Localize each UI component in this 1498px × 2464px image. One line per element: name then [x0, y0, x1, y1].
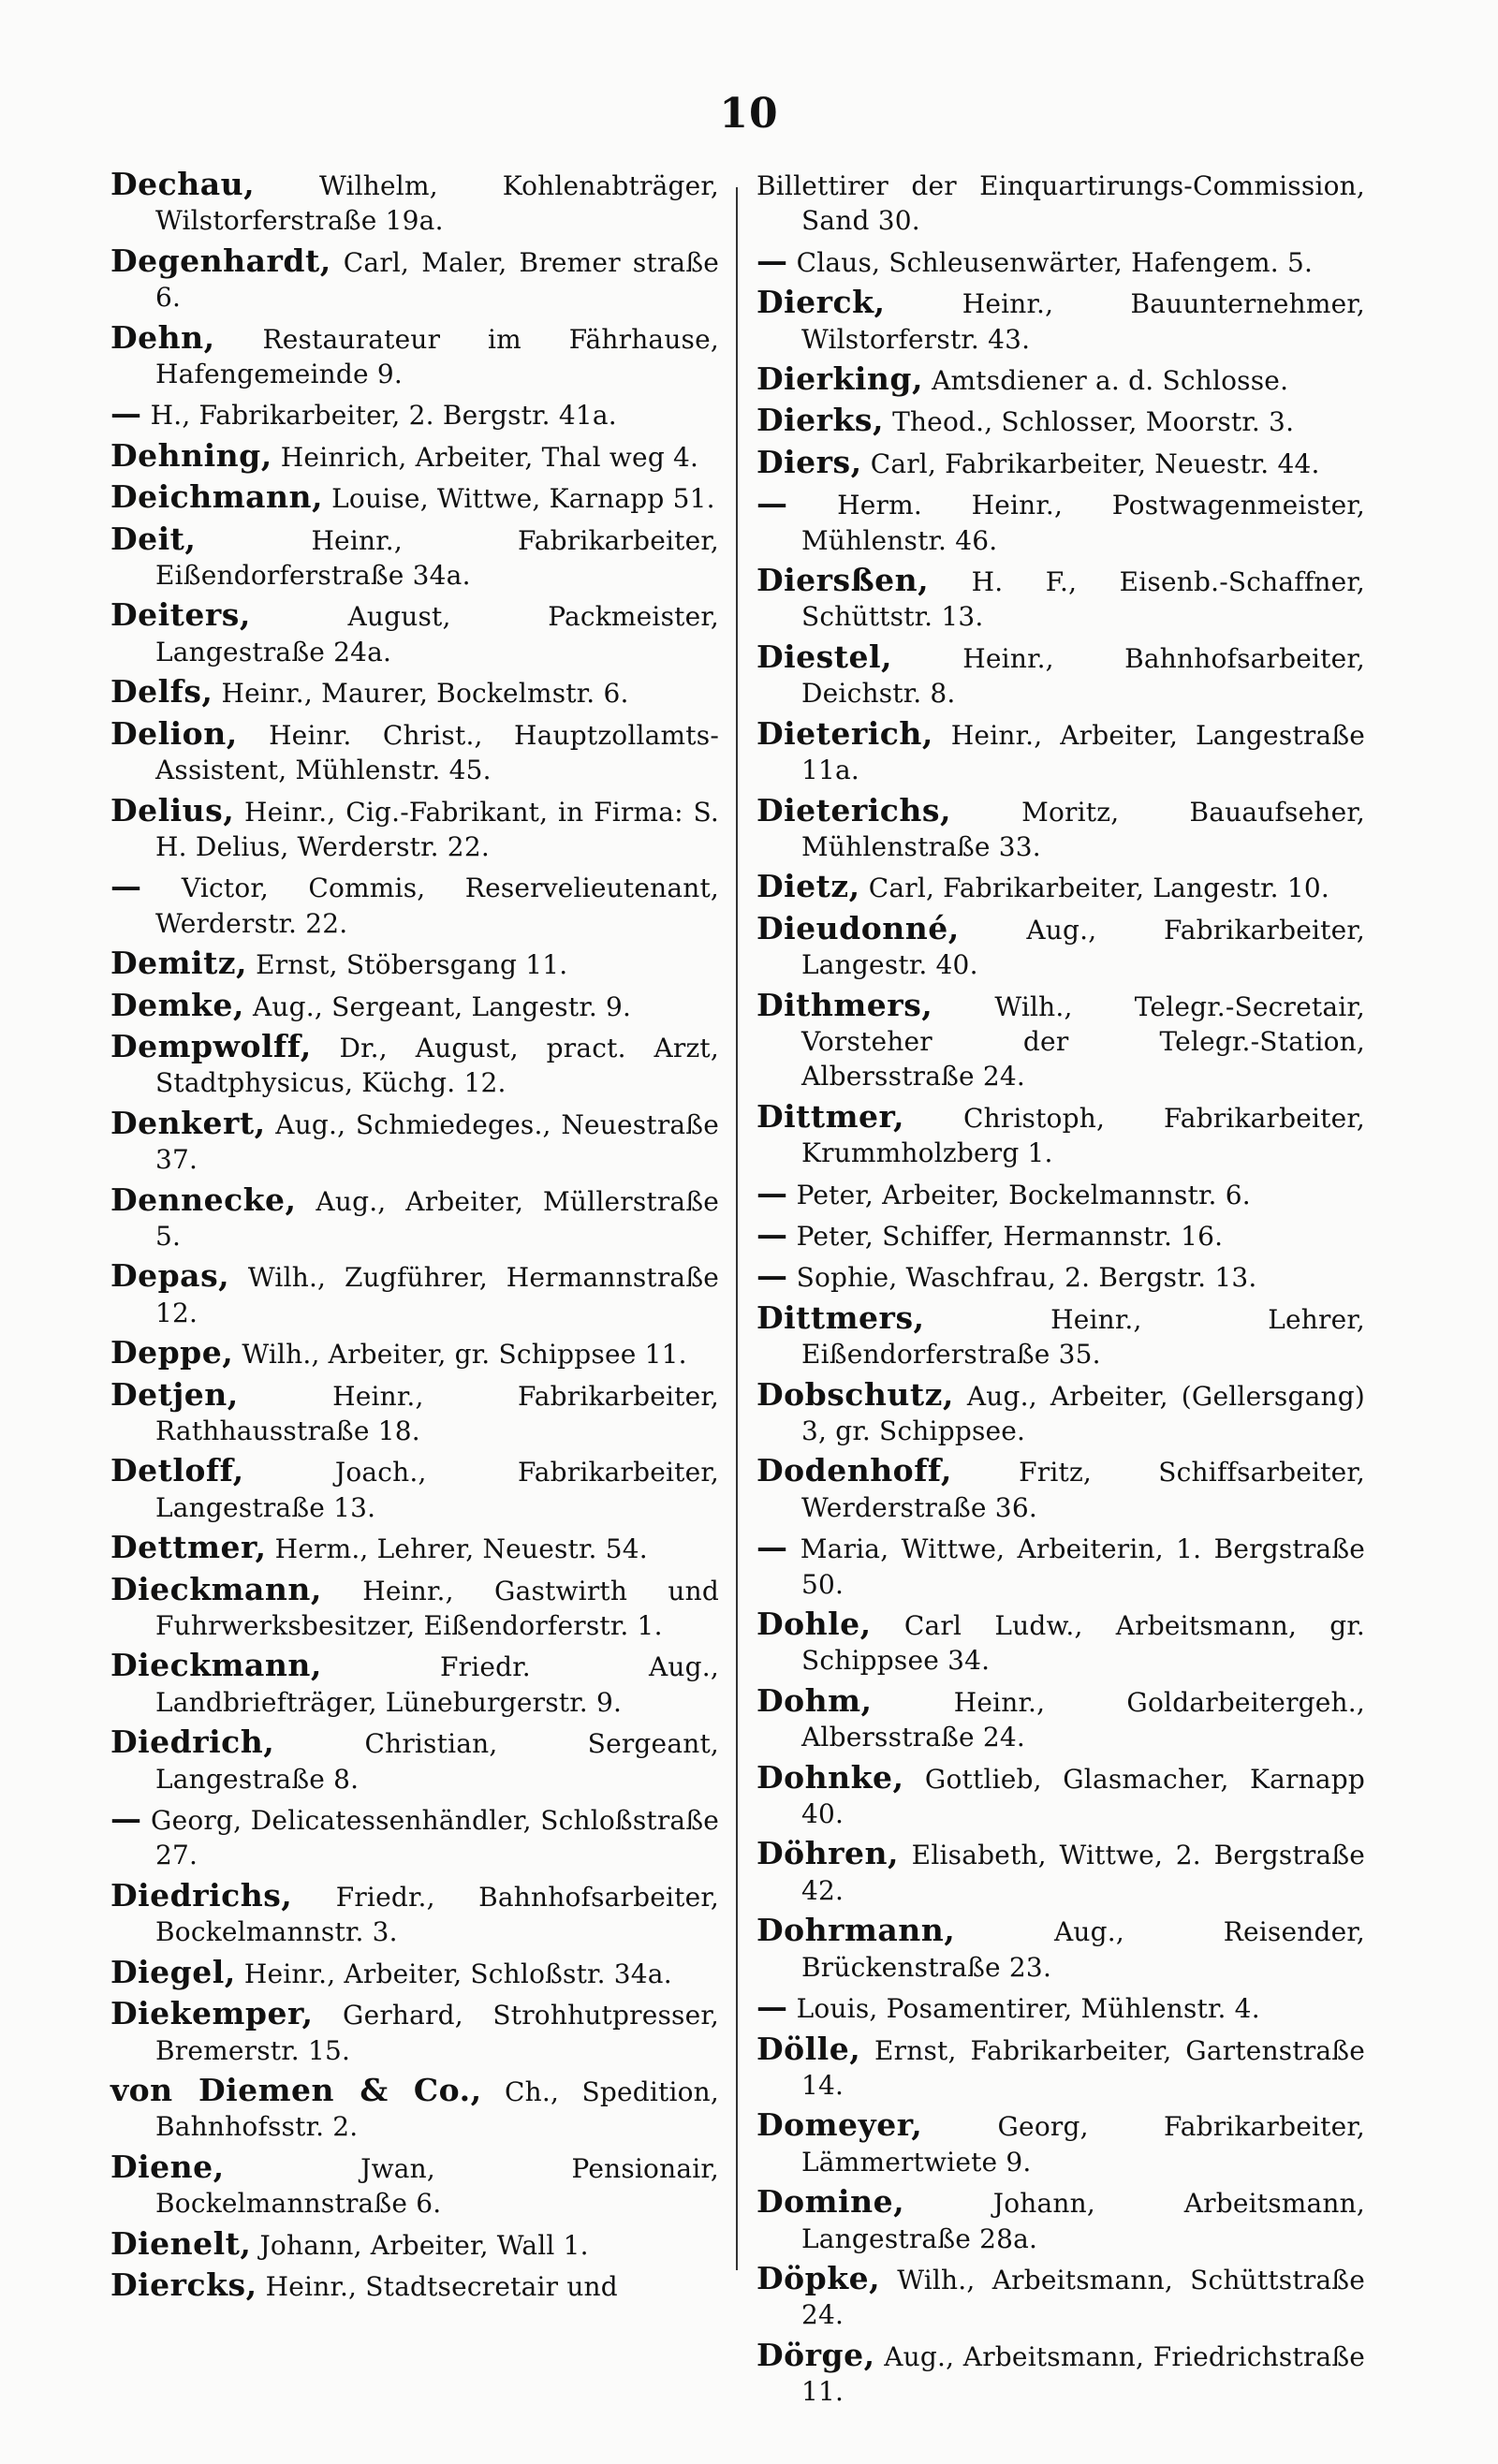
entry-name: Depas,: [110, 1257, 230, 1295]
entry-details: Restaurateur im Fährhause, Hafengemeinde 9.: [155, 323, 719, 390]
directory-entry: [110, 2149, 719, 2222]
directory-entry: [110, 438, 719, 475]
entry-details: Heinr., Arbeiter, Schloßstr. 34a.: [235, 1958, 672, 1989]
directory-entry: [756, 1530, 1365, 1602]
entry-name: Deichmann,: [110, 478, 324, 516]
left-column: [110, 167, 719, 2309]
entry-details: Heinr., Goldarbeitergeh., Albersstraße 24.: [801, 1686, 1365, 1753]
entry-details: Sophie, Waschfrau, 2. Bergstr. 13.: [787, 1262, 1257, 1294]
directory-entry: [110, 167, 719, 239]
entry-name: Dobschutz,: [756, 1375, 954, 1413]
directory-entry: [110, 1377, 719, 1449]
directory-entry: [756, 403, 1365, 439]
directory-entry: [110, 597, 719, 669]
entry-details: Heinrich, Arbeiter, Thal weg 4.: [272, 441, 699, 473]
entry-details: Gottlieb, Glasmacher, Karnapp 40.: [801, 1763, 1365, 1830]
directory-entry: [756, 285, 1365, 357]
entry-details: Wilh., Zugführer, Hermannstraße 12.: [155, 1262, 719, 1328]
entry-details: Friedr. Aug., Landbriefträger, Lüneburgerstr. 9.: [155, 1651, 719, 1718]
entry-details: Christoph, Fabrikarbeiter, Krummholzberg 1.: [801, 1102, 1365, 1169]
entry-details: Theod., Schlosser, Moorstr. 3.: [883, 406, 1295, 438]
entry-name: —: [756, 1257, 788, 1295]
entry-details: Herm., Lehrer, Neuestr. 54.: [266, 1533, 648, 1565]
entry-name: Dieckmann,: [110, 1570, 322, 1607]
entry-name: —: [110, 395, 142, 433]
entry-details: Peter, Arbeiter, Bockelmannstr. 6.: [787, 1179, 1251, 1210]
entry-details: Heinr., Lehrer, Eißendorferstraße 35.: [801, 1303, 1365, 1371]
directory-entry: [110, 1801, 719, 1873]
entry-name: —: [756, 1529, 788, 1566]
entry-name: Deit,: [110, 520, 197, 557]
entry-name: Diers,: [756, 443, 862, 480]
entry-name: Dölle,: [756, 2030, 861, 2067]
directory-entry: [756, 2184, 1365, 2256]
directory-entry: [756, 445, 1365, 481]
directory-entry: [110, 1182, 719, 1254]
entry-details: Heinr., Fabrikarbeiter, Eißendorferstraße 34a.: [155, 524, 719, 592]
directory-entry: [756, 988, 1365, 1094]
entry-name: Dietz,: [756, 868, 860, 905]
directory-entry: [756, 243, 1365, 280]
directory-entry: [756, 1217, 1365, 1254]
entry-details: Heinr., Cig.-Fabrikant, in Firma: S. H. Delius, Werderstr. 22.: [155, 796, 719, 862]
entry-name: —: [756, 485, 788, 522]
entry-name: —: [756, 1174, 788, 1211]
entry-name: Domeyer,: [756, 2106, 923, 2144]
entry-details: Amtsdiener a. d. Schlosse.: [923, 365, 1289, 397]
entry-details: Maria, Wittwe, Arbeiterin, 1. Bergstraße 50.: [787, 1533, 1365, 1600]
entry-name: Demitz,: [110, 945, 248, 982]
entry-name: Dieudonné,: [756, 909, 960, 946]
entry-details: Wilh., Telegr.-Secretair, Vorsteher der Telegr.-Station, Albersstraße 24.: [801, 990, 1365, 1093]
entry-name: Dierking,: [756, 360, 923, 398]
entry-details: Heinr., Arbeiter, Langestraße 11a.: [801, 719, 1365, 786]
entry-details: Elisabeth, Wittwe, 2. Bergstraße 42.: [801, 1840, 1365, 1906]
directory-entry: [756, 361, 1365, 398]
directory-entry: [756, 1176, 1365, 1212]
directory-entry: [110, 479, 719, 516]
entry-details: Aug., Reisender, Brückenstraße 23.: [801, 1916, 1365, 1983]
entry-details: Jwan, Pensionair, Bockelmannstraße 6.: [155, 2152, 719, 2220]
entry-name: Dempwolff,: [110, 1027, 312, 1064]
entry-name: Detjen,: [110, 1375, 239, 1413]
directory-entry: [110, 988, 719, 1024]
entry-name: Diegel,: [110, 1953, 236, 1990]
entry-details: Billettirer der Einquartirungs-Commission, Sand 30.: [756, 170, 1365, 237]
entry-name: Dieterichs,: [756, 791, 951, 829]
directory-entry: [110, 1029, 719, 1101]
directory-entry: [110, 1106, 719, 1178]
directory-entry: [110, 674, 719, 711]
entry-name: Dohrmann,: [756, 1912, 956, 1949]
directory-entry: [110, 1258, 719, 1330]
entry-details: Wilhelm, Kohlenabträger, Wilstorferstraße 19a.: [155, 170, 719, 237]
entry-details: Heinr., Gastwirth und Fuhrwerksbesitzer, Eißendorferstr. 1.: [155, 1575, 719, 1642]
directory-entry: [756, 1683, 1365, 1755]
entry-details: Dr., August, pract. Arzt, Stadtphysicus, Küchg. 12.: [155, 1032, 719, 1099]
entry-name: Diekemper,: [110, 1995, 314, 2032]
entry-details: Heinr., Bahnhofsarbeiter, Deichstr. 8.: [801, 642, 1365, 710]
directory-entry: [756, 1836, 1365, 1908]
entry-name: Dörge,: [756, 2336, 875, 2373]
directory-entry: [110, 1878, 719, 1950]
entry-details: Heinr., Bauunternehmer, Wilstorferstr. 43.: [801, 288, 1365, 355]
entry-name: —: [110, 868, 142, 905]
entry-name: Delion,: [110, 714, 238, 752]
entry-name: Deppe,: [110, 1334, 234, 1371]
directory-entry: [756, 1453, 1365, 1525]
entry-name: Dehn,: [110, 318, 215, 356]
entry-details: Aug., Arbeiter, Müllerstraße 5.: [155, 1185, 719, 1252]
entry-details: Louise, Wittwe, Karnapp 51.: [323, 483, 715, 515]
entry-name: Detloff,: [110, 1452, 244, 1489]
entry-name: Degenhardt,: [110, 242, 331, 279]
directory-entry: [110, 1955, 719, 1991]
page-number: 10: [719, 90, 779, 138]
entry-name: —: [756, 1215, 788, 1253]
directory-entry: [110, 1530, 719, 1566]
directory-entry: [756, 1989, 1365, 2026]
entry-name: Domine,: [756, 2183, 905, 2221]
entry-details: Fritz, Schiffsarbeiter, Werderstraße 36.: [801, 1457, 1365, 1523]
entry-name: —: [110, 1800, 142, 1838]
directory-entry: [110, 521, 719, 594]
directory-entry: [110, 946, 719, 982]
entry-name: Delfs,: [110, 673, 213, 711]
entry-name: Denkert,: [110, 1104, 266, 1141]
entry-name: Dittmers,: [756, 1298, 925, 1336]
entry-details: Ernst, Stöbersgang 11.: [247, 949, 568, 981]
entry-name: Döhren,: [756, 1835, 899, 1872]
entry-details: Christian, Sergeant, Langestraße 8.: [155, 1728, 719, 1795]
entry-name: Delius,: [110, 791, 235, 829]
entry-name: —: [756, 1988, 788, 2026]
entry-details: Aug., Arbeiter, (Gellersgang) 3, gr. Schippsee.: [801, 1380, 1365, 1446]
directory-entry: [110, 1648, 719, 1720]
entry-details: Friedr., Bahnhofsarbeiter, Bockelmannstr. 3.: [155, 1881, 719, 1948]
directory-entry: [110, 1453, 719, 1525]
entry-name: Dierck,: [756, 284, 886, 321]
entry-name: Dieterich,: [756, 714, 933, 752]
entry-details: Peter, Schiffer, Hermannstr. 16.: [787, 1220, 1224, 1252]
entry-name: Dohm,: [756, 1681, 873, 1719]
entry-name: Dieckmann,: [110, 1647, 322, 1684]
entry-details: Johann, Arbeitsmann, Langestraße 28a.: [801, 2188, 1365, 2254]
entry-name: Dittmer,: [756, 1097, 905, 1135]
directory-entry: [110, 2226, 719, 2263]
entry-details: Herm. Heinr., Postwagenmeister, Mühlenstr. 46.: [787, 490, 1365, 556]
column-divider: [736, 187, 738, 2270]
directory-entry: [756, 167, 1365, 239]
entry-name: Demke,: [110, 986, 244, 1023]
entry-name: Diene,: [110, 2148, 225, 2185]
directory-entry: [110, 1996, 719, 2068]
directory-entry: [756, 1300, 1365, 1372]
entry-details: Heinr., Fabrikarbeiter, Rathhausstraße 18.: [155, 1380, 719, 1446]
directory-entry: [756, 793, 1365, 865]
directory-entry: [756, 2107, 1365, 2179]
entry-name: Dehning,: [110, 436, 272, 474]
directory-entry: [110, 793, 719, 865]
entry-details: Claus, Schleusenwärter, Hafengem. 5.: [787, 246, 1314, 278]
entry-details: Ch., Spedition, Bahnhofsstr. 2.: [155, 2075, 719, 2143]
directory-entry: [756, 563, 1365, 635]
entry-details: Carl, Fabrikarbeiter, Langestr. 10.: [859, 873, 1329, 904]
entry-details: Heinr., Stadtsecretair und: [257, 2270, 618, 2302]
right-column: [756, 167, 1365, 2414]
entry-details: Ernst, Fabrikarbeiter, Gartenstraße 14.: [801, 2034, 1365, 2101]
entry-name: Diercks,: [110, 2266, 257, 2303]
directory-entry: [756, 1606, 1365, 1679]
directory-entry: [110, 2073, 719, 2145]
entry-details: Moritz, Bauaufseher, Mühlenstraße 33.: [801, 796, 1365, 862]
directory-entry: [110, 716, 719, 788]
directory-entry: [756, 2338, 1365, 2410]
entry-details: Heinr., Maurer, Bockelmstr. 6.: [213, 678, 629, 710]
entry-details: Johann, Arbeiter, Wall 1.: [251, 2229, 589, 2261]
directory-entry: [756, 639, 1365, 711]
directory-entry: [756, 716, 1365, 788]
entry-details: Victor, Commis, Reservelieutenant, Werderstr. 22.: [141, 873, 719, 939]
entry-details: Gerhard, Strohhutpresser, Bremerstr. 15.: [155, 2000, 719, 2066]
entry-name: Dithmers,: [756, 986, 933, 1023]
directory-entry: [756, 1258, 1365, 1295]
entry-details: H. F., Eisenb.-Schaffner, Schüttstr. 13.: [801, 566, 1365, 633]
directory-entry: [110, 396, 719, 433]
entry-name: Dennecke,: [110, 1181, 297, 1218]
directory-entry: [110, 320, 719, 392]
entry-details: H., Fabrikarbeiter, 2. Bergstr. 41a.: [141, 400, 617, 432]
directory-entry: [110, 243, 719, 315]
entry-name: Diedrichs,: [110, 1876, 293, 1914]
directory-entry: [110, 1335, 719, 1371]
directory-entry: [110, 2267, 719, 2304]
entry-details: Heinr. Christ., Hauptzollamts-Assistent, Mühlenstr. 45.: [155, 719, 719, 786]
entry-name: Dettmer,: [110, 1529, 267, 1566]
entry-name: Dodenhoff,: [756, 1452, 952, 1489]
directory-entry: [756, 1377, 1365, 1449]
entry-details: Carl, Fabrikarbeiter, Neuestr. 44.: [861, 447, 1320, 479]
entry-name: Diedrich,: [110, 1723, 275, 1761]
entry-details: Georg, Fabrikarbeiter, Lämmertwiete 9.: [801, 2111, 1365, 2178]
entry-name: von Diemen & Co.,: [110, 2071, 482, 2108]
directory-entry: [756, 2261, 1365, 2333]
entry-details: Aug., Sergeant, Langestr. 9.: [243, 990, 632, 1022]
entry-name: Döpke,: [756, 2259, 881, 2296]
entry-details: Georg, Delicatessenhändler, Schloßstraße 27.: [141, 1805, 719, 1871]
directory-entry: [756, 1913, 1365, 1985]
directory-entry: [756, 1099, 1365, 1171]
entry-name: Dechau,: [110, 166, 256, 202]
directory-entry: [756, 911, 1365, 983]
entry-name: Dienelt,: [110, 2224, 252, 2262]
directory-entry: [756, 2031, 1365, 2104]
entry-details: Carl Ludw., Arbeitsmann, gr. Schippsee 34.: [801, 1610, 1365, 1677]
directory-entry: [110, 1572, 719, 1644]
directory-entry: [110, 869, 719, 941]
entry-name: —: [756, 242, 788, 279]
entry-details: Joach., Fabrikarbeiter, Langestraße 13.: [155, 1457, 719, 1523]
entry-name: Dohle,: [756, 1606, 872, 1643]
entry-name: Diersßen,: [756, 562, 930, 599]
directory-entry: [756, 1760, 1365, 1832]
entry-details: Aug., Arbeitsmann, Friedrichstraße 11.: [801, 2340, 1365, 2408]
entry-name: Dohnke,: [756, 1758, 904, 1796]
entry-details: Wilh., Arbeitsmann, Schüttstraße 24.: [801, 2264, 1365, 2331]
entry-details: Aug., Schmiedeges., Neuestraße 37.: [155, 1108, 719, 1176]
entry-name: Diestel,: [756, 638, 892, 675]
directory-entry: [110, 1724, 719, 1797]
directory-entry: [756, 869, 1365, 905]
entry-details: Aug., Fabrikarbeiter, Langestr. 40.: [801, 914, 1365, 981]
entry-details: Carl, Maler, Bremer straße 6.: [155, 246, 719, 314]
entry-name: Deiters,: [110, 596, 251, 634]
entry-details: Louis, Posamentirer, Mühlenstr. 4.: [787, 1993, 1260, 2025]
entry-details: Wilh., Arbeiter, gr. Schippsee 11.: [233, 1339, 687, 1371]
entry-name: Dierks,: [756, 402, 884, 439]
directory-entry: [756, 486, 1365, 558]
entry-details: August, Packmeister, Langestraße 24a.: [155, 601, 719, 667]
